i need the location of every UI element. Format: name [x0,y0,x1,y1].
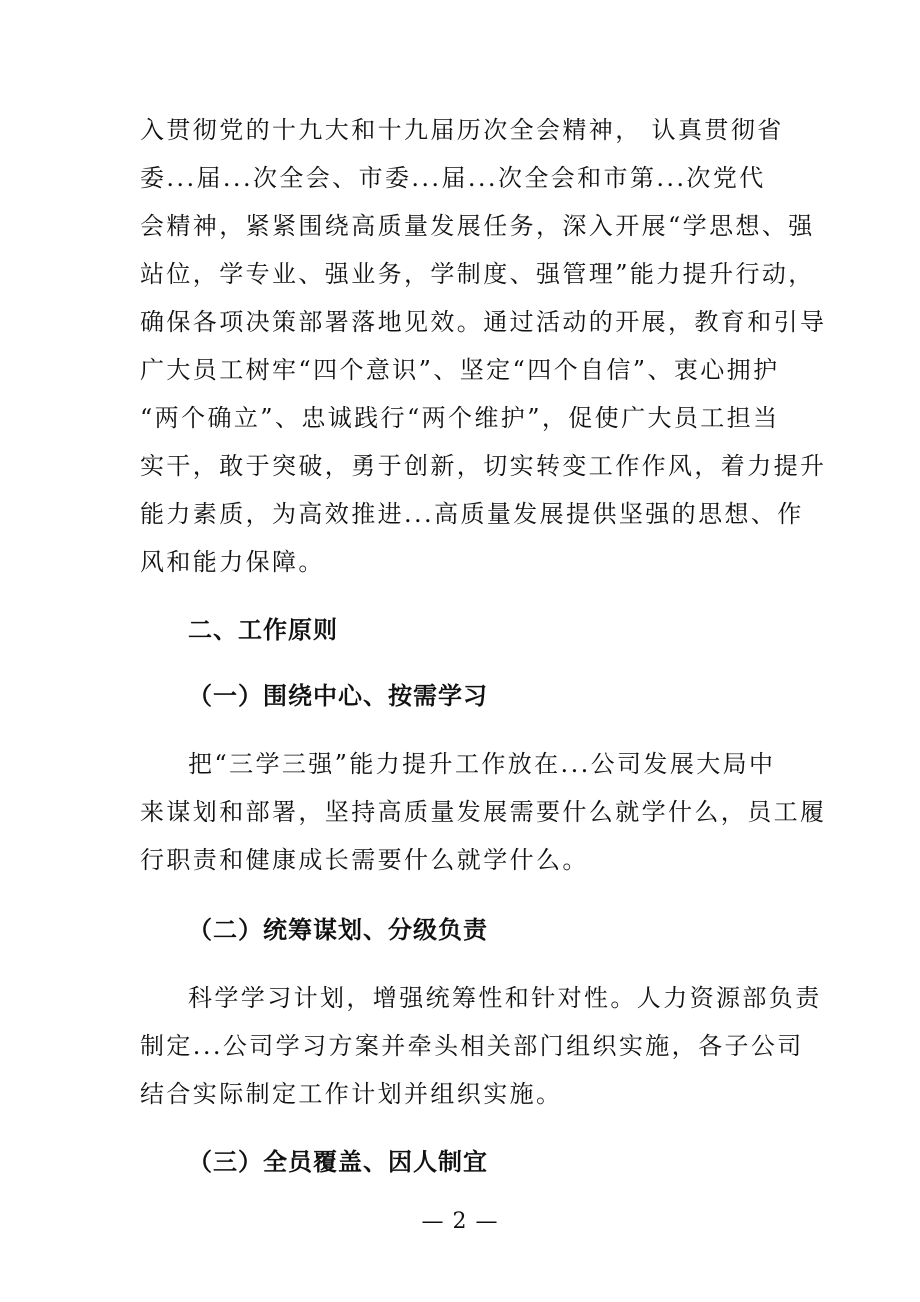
subsection-heading: （三）全员覆盖、因人制宜 [188,1147,488,1176]
paragraph-line: 能力素质，为高效推进...高质量发展提供坚强的思想、作 [140,500,804,528]
subsection-heading: （一）围绕中心、按需学习 [188,681,488,710]
paragraph-line: 结合实际制定工作计划并组织实施。 [140,1080,563,1108]
paragraph-line: 风和能力保障。 [140,548,325,576]
intro-paragraph [140,106,827,586]
paragraph-line: 委...届...次全会、市委...届...次全会和市第...次党代 [140,164,766,192]
page-number: — 2 — [421,1209,499,1234]
paragraph-line: 会精神，紧紧围绕高质量发展任务，深入开展“学思想、强 [140,212,815,240]
paragraph-line: 确保各项决策部署落地见效。通过活动的开展，教育和引导 [140,308,827,336]
paragraph-line: 站位，学专业、强业务，学制度、强管理”能力提升行动， [140,260,815,288]
paragraph-line: 制定...公司学习方案并牵头相关部门组织实施，各子公司 [140,1032,804,1060]
principle-paragraph [140,974,822,1118]
paragraph-line: 来谋划和部署，坚持高质量发展需要什么就学什么，员工履 [140,798,827,826]
paragraph-line: 科学学习计划，增强统筹性和针对性。人力资源部负责 [188,984,822,1012]
principle-paragraph [140,740,827,884]
paragraph-line: 把“三学三强”能力提升工作放在...公司发展大局中 [188,750,776,778]
section-heading: 二、工作原则 [188,615,338,644]
paragraph-line: 行职责和健康成长需要什么就学什么。 [140,846,589,874]
subsection-heading: （二）统筹谋划、分级负责 [188,915,488,944]
paragraph-line: 广大员工树牢“四个意识”、坚定“四个自信”、衷心拥护 [140,356,780,384]
paragraph-line: “两个确立”、忠诚践行“两个维护”，促使广大员工担当 [140,404,780,432]
paragraph-line: 实干，敢于突破，勇于创新，切实转变工作作风，着力提升 [140,452,827,480]
paragraph-line: 入贯彻党的十九大和十九届历次全会精神， 认真贯彻省 [140,116,784,144]
